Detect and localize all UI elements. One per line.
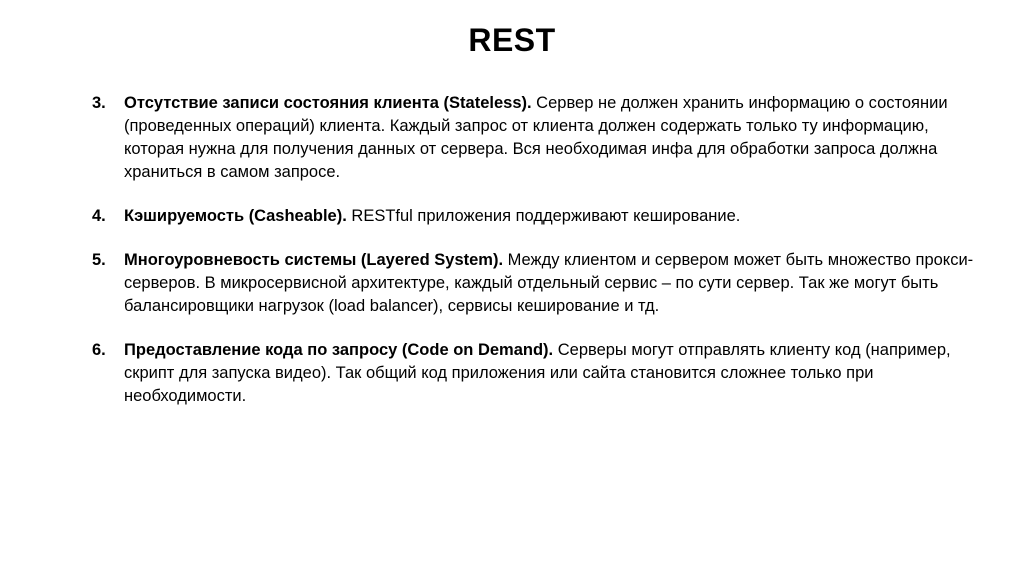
list-item — [92, 92, 992, 184]
slide-title: REST — [468, 22, 556, 58]
item-number: 4. — [92, 207, 106, 225]
item-term: Многоуровневость системы (Layered System). — [124, 251, 504, 269]
item-text: Между клиентом и сервером может быть множество прокси-серверов. В микросервисной архитектуре, каждый отдельный сервис – по сути сервер. Так же могут быть балансировщики нагрузок (load balancer), сервисы кеширование и тд. — [124, 251, 974, 315]
item-number: 6. — [92, 341, 106, 359]
item-text: RESTful приложения поддерживают кеширование. — [346, 207, 741, 225]
list-item — [92, 205, 992, 228]
principles-list — [92, 92, 992, 429]
list-item — [92, 339, 992, 408]
item-term: Отсутствие записи состояния клиента (Stateless). — [124, 94, 532, 112]
item-text: Сервер не должен хранить информацию о состоянии (проведенных операций) клиента. Каждый запрос от клиента должен содержать только ту информацию, которая нужна для получения данных от сервера. Вся необходимая инфа для обработки запроса должна храниться в самом запросе. — [124, 94, 948, 181]
item-text: Серверы могут отправлять клиенту код (например, скрипт для запуска видео). Так общий код приложения или сайта становится сложнее только при необходимости. — [124, 341, 951, 405]
item-term: Предоставление кода по запросу (Code on Demand). — [124, 341, 554, 359]
item-number: 3. — [92, 94, 106, 112]
item-term: Кэшируемость (Casheable). — [124, 207, 347, 225]
item-number: 5. — [92, 251, 106, 269]
list-item — [92, 249, 992, 318]
